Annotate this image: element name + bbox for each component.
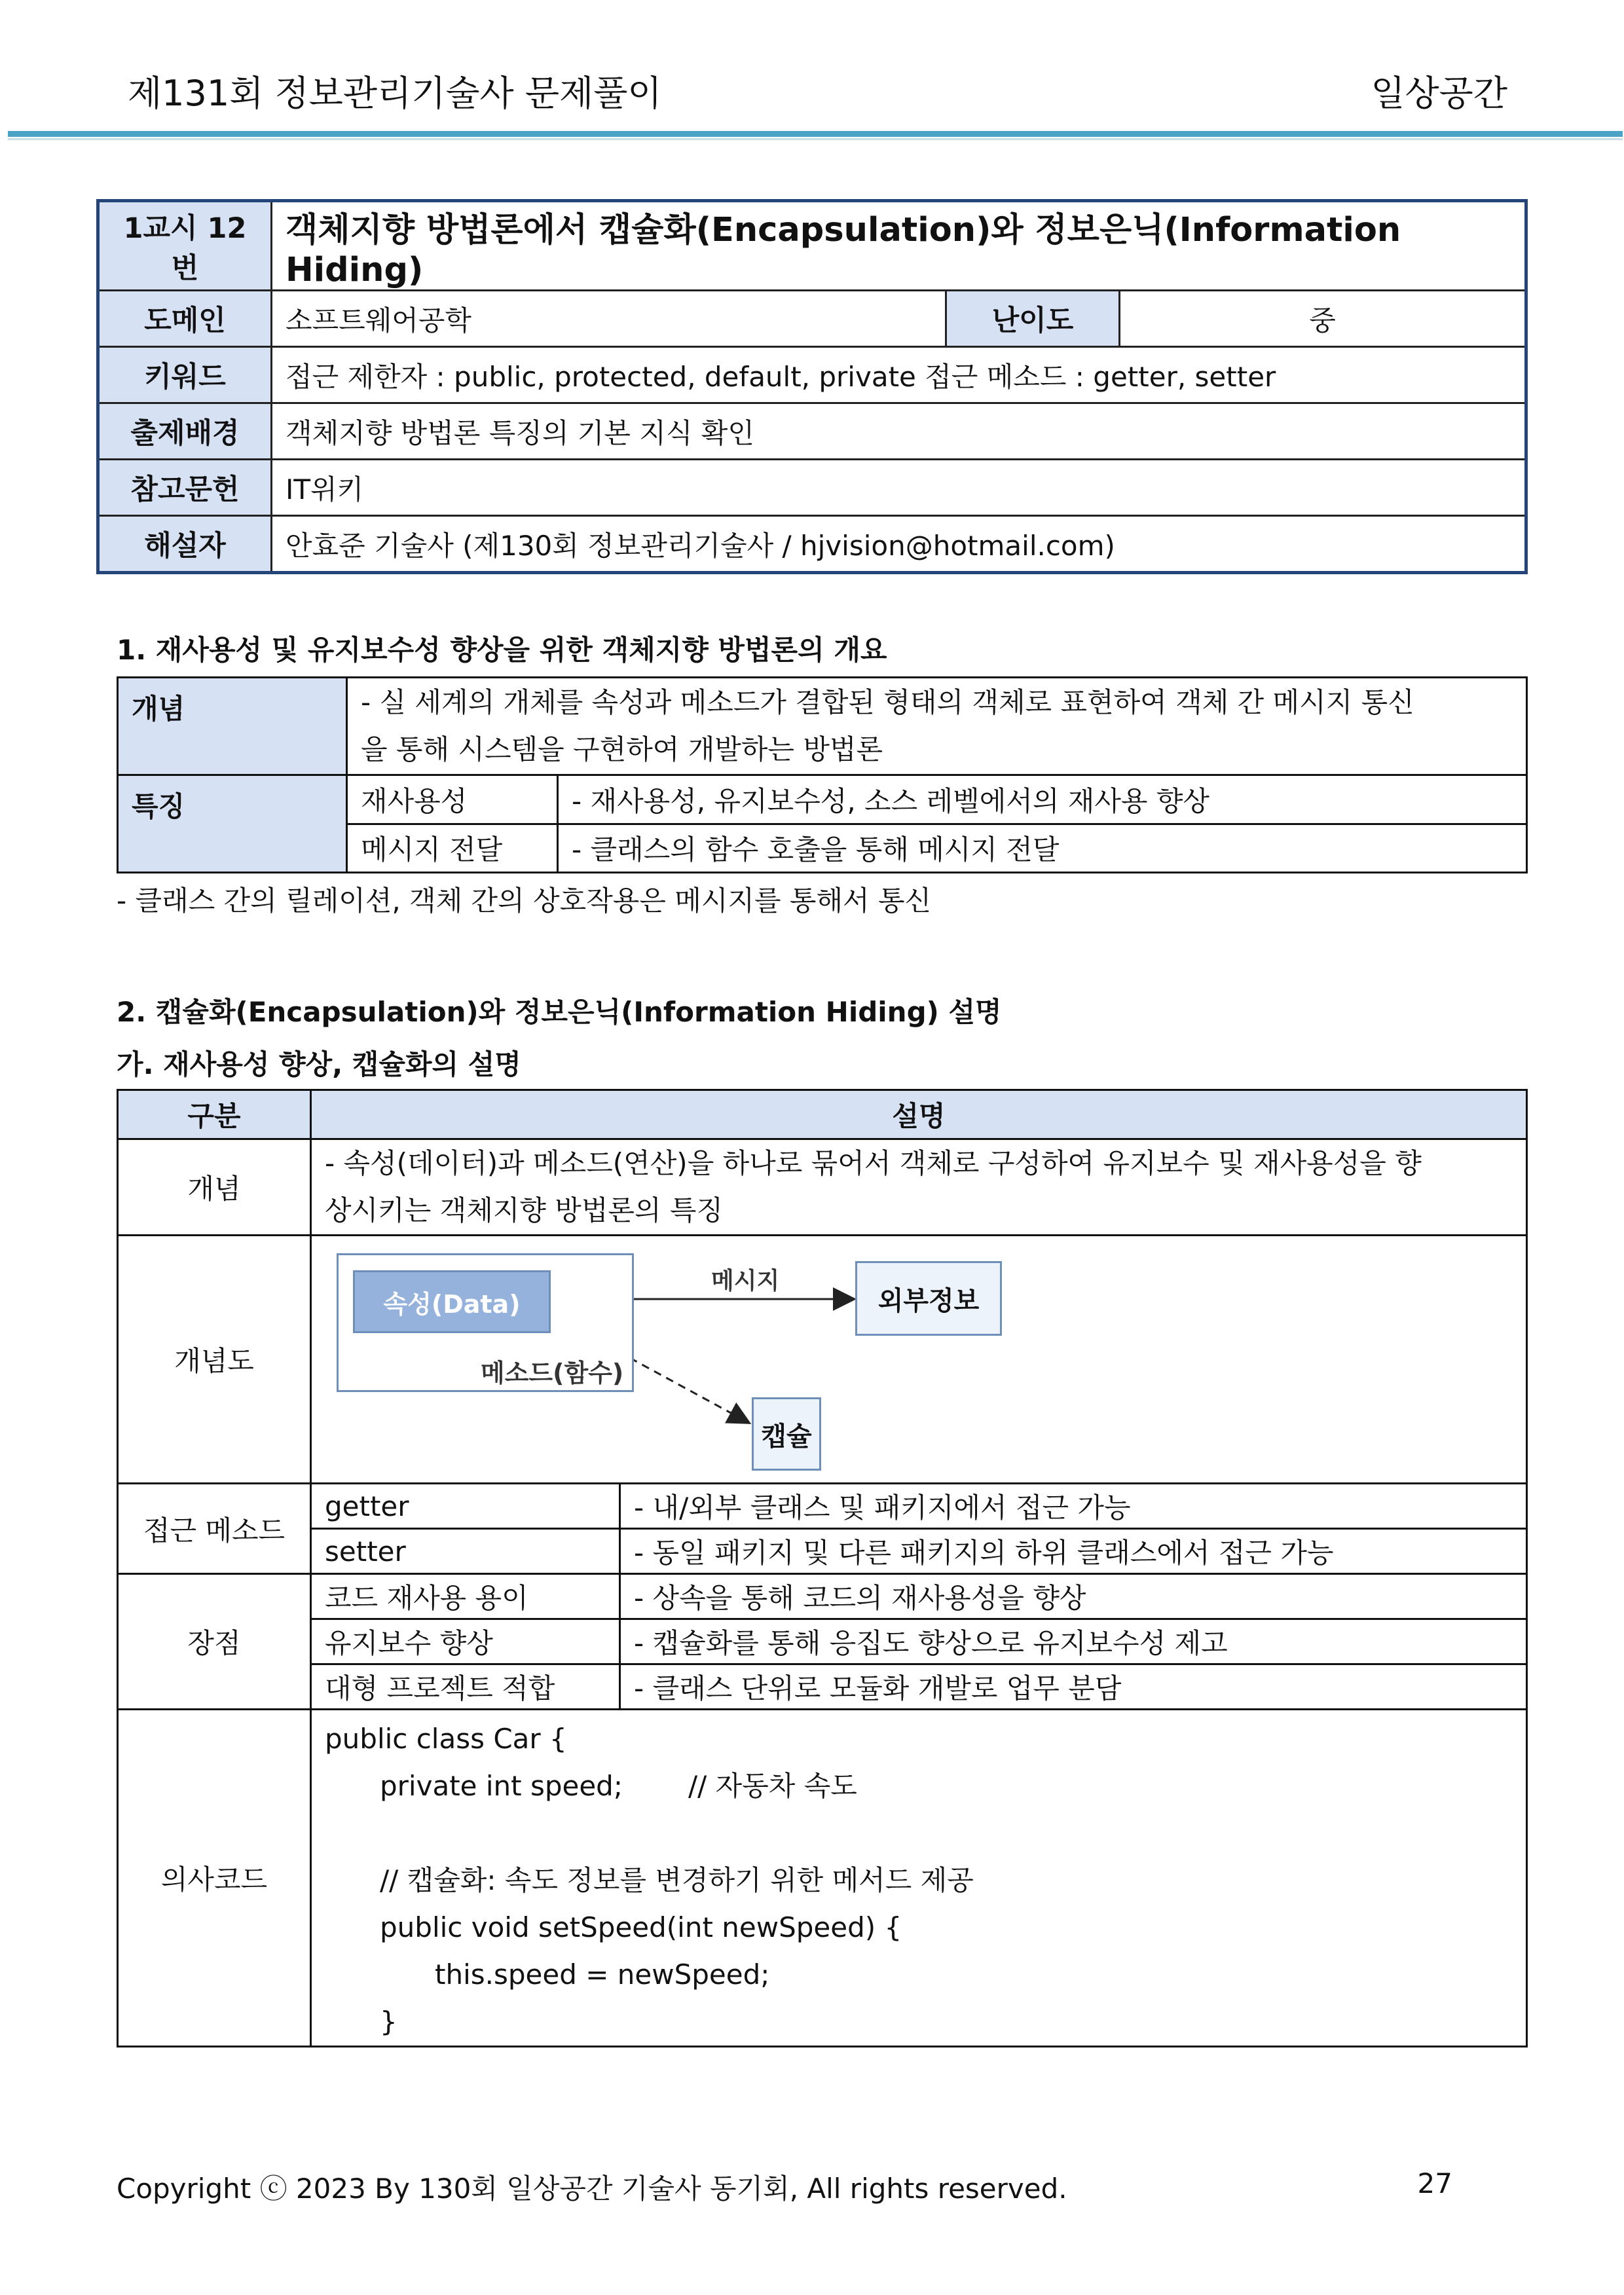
reference-label: 참고문헌 — [98, 460, 272, 516]
code-line: // 캡슐화: 속도 정보를 변경하기 위한 메서드 제공 — [380, 1864, 974, 1896]
overview-table — [117, 676, 1528, 873]
difficulty-label: 난이도 — [946, 291, 1120, 347]
domain-label: 도메인 — [98, 291, 272, 347]
header-brand: 일상공간 — [1371, 73, 1507, 114]
code-blank-line — [325, 1810, 1513, 1857]
feature-desc: - 재사용성, 유지보수성, 소스 레벨에서의 재사용 향상 — [558, 775, 1527, 824]
access-name: setter — [311, 1529, 620, 1574]
feature-name: 메시지 전달 — [347, 824, 558, 873]
header-rule-shadow — [8, 138, 1623, 140]
concept-label: 개념 — [118, 1139, 311, 1236]
question-number: 1교시 12번 — [98, 201, 272, 291]
page-number: 27 — [1417, 2167, 1452, 2199]
attribute-box: 속성(Data) — [353, 1270, 551, 1333]
code-statement: private int speed; — [380, 1770, 623, 1802]
author-label: 해설자 — [98, 516, 272, 573]
section2-heading: 2. 캡슐화(Encapsulation)와 정보은닉(Information Hiding) 설명 — [117, 996, 1002, 1028]
concept-line: 상시키는 객체지향 방법론의 특징 — [325, 1194, 724, 1226]
access-method-label: 접근 메소드 — [118, 1484, 311, 1574]
merit-desc: - 캡슐화를 통해 응집도 향상으로 유지보수성 제고 — [620, 1619, 1527, 1664]
question-info-table — [96, 199, 1528, 574]
overview-concept-line: - 실 세계의 개체를 속성과 메소드가 결합된 형태의 객체로 표현하여 객체 간 메시지 통신 — [361, 686, 1414, 718]
encapsulation-table — [117, 1089, 1528, 2047]
concept-text — [311, 1139, 1527, 1236]
code-comment: // 자동차 속도 — [688, 1770, 857, 1802]
background-label: 출제배경 — [98, 403, 272, 460]
capsule-arrow — [630, 1358, 748, 1422]
section1-heading: 1. 재사용성 및 유지보수성 향상을 위한 객체지향 방법론의 개요 — [117, 634, 887, 666]
merit-name: 대형 프로젝트 적합 — [311, 1664, 620, 1710]
message-label: 메시지 — [711, 1268, 780, 1294]
keyword-label: 키워드 — [98, 347, 272, 403]
code-line: public void setSpeed(int newSpeed) { — [380, 1911, 902, 1943]
header-rule — [8, 131, 1623, 137]
concept-diagram-cell — [311, 1236, 1527, 1484]
overview-feature-label: 특징 — [118, 775, 347, 873]
merit-desc: - 상속을 통해 코드의 재사용성을 향상 — [620, 1574, 1527, 1619]
code-line — [325, 1763, 1513, 1810]
merit-desc: - 클래스 단위로 모듈화 개발로 업무 분담 — [620, 1664, 1527, 1710]
overview-concept-text — [347, 678, 1527, 775]
pseudocode-cell — [311, 1710, 1527, 2047]
code-line: public class Car { — [325, 1723, 567, 1755]
code-line: this.speed = newSpeed; — [435, 1958, 770, 1991]
feature-name: 재사용성 — [347, 775, 558, 824]
diagram-label: 개념도 — [118, 1236, 311, 1484]
column-header-category: 구분 — [118, 1090, 311, 1139]
overview-concept-label: 개념 — [118, 678, 347, 775]
reference-value: IT위키 — [272, 460, 1526, 516]
external-info-box: 외부정보 — [855, 1261, 1002, 1336]
overview-concept-line: 을 통해 시스템을 구현하여 개발하는 방법론 — [361, 733, 883, 765]
merit-name: 코드 재사용 용이 — [311, 1574, 620, 1619]
pseudocode-label: 의사코드 — [118, 1710, 311, 2047]
access-name: getter — [311, 1484, 620, 1529]
section2-subheading: 가. 재사용성 향상, 캡슐화의 설명 — [117, 1048, 521, 1080]
column-header-description: 설명 — [311, 1090, 1527, 1139]
difficulty-value: 중 — [1120, 291, 1526, 347]
question-title: 객체지향 방법론에서 캡슐화(Encapsulation)와 정보은닉(Information Hiding) — [272, 201, 1526, 291]
concept-diagram — [312, 1236, 1526, 1482]
access-desc: - 내/외부 클래스 및 패키지에서 접근 가능 — [620, 1484, 1527, 1529]
overview-note: - 클래스 간의 릴레이션, 객체 간의 상호작용은 메시지를 통해서 통신 — [117, 885, 932, 917]
background-value: 객체지향 방법론 특징의 기본 지식 확인 — [272, 403, 1526, 460]
capsule-box: 캡슐 — [752, 1397, 821, 1471]
access-desc: - 동일 패키지 및 다른 패키지의 하위 클래스에서 접근 가능 — [620, 1529, 1527, 1574]
concept-line: - 속성(데이터)과 메소드(연산)을 하나로 묶어서 객체로 구성하여 유지보수 및 재사용성을 향 — [325, 1147, 1422, 1179]
author-value: 안효준 기술사 (제130회 정보관리기술사 / hjvision@hotmail.com) — [272, 516, 1526, 573]
method-label: 메소드(함수) — [481, 1359, 624, 1387]
footer-copyright: Copyright ⓒ 2023 By 130회 일상공간 기술사 동기회, All rights reserved. — [117, 2173, 1067, 2205]
merit-name: 유지보수 향상 — [311, 1619, 620, 1664]
keyword-value: 접근 제한자 : public, protected, default, private 접근 메소드 : getter, setter — [272, 347, 1526, 403]
feature-desc: - 클래스의 함수 호출을 통해 메시지 전달 — [558, 824, 1527, 873]
merit-label: 장점 — [118, 1574, 311, 1710]
domain-value: 소프트웨어공학 — [272, 291, 946, 347]
code-line: } — [380, 2006, 397, 2038]
header-title: 제131회 정보관리기술사 문제풀이 — [128, 73, 662, 114]
